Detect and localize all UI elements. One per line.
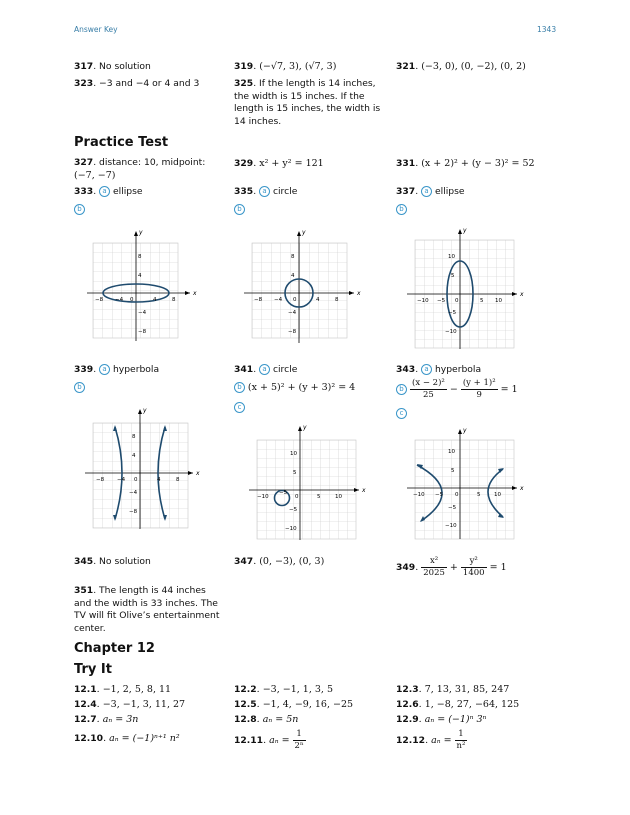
tick-label: 5 xyxy=(317,494,321,500)
tick-label: −5 xyxy=(437,298,446,304)
answer-343: 343. a hyperbola xyxy=(396,364,482,375)
tick-label: −10 xyxy=(413,492,425,498)
axis-label-x: x xyxy=(520,291,524,298)
tick-label: 4 xyxy=(153,297,157,303)
tick-label: 5 xyxy=(451,468,455,474)
tick-label: 0 xyxy=(295,494,299,500)
axis-label-y: y xyxy=(139,229,143,236)
answer-333-part-b xyxy=(74,204,85,217)
axis-label-y: y xyxy=(302,229,306,236)
answer-343-part-b: b $\frac{\text{(x − 2)²}}{25}$ − $\frac{\text{(y + 1)²}}{9}$ = 1 xyxy=(396,378,518,401)
answer-341-part-b: b (x + 5)² + (y + 3)² = 4 xyxy=(234,382,355,395)
answer-317: 317. No solution xyxy=(74,61,151,72)
tick-label: 10 xyxy=(448,254,455,260)
graph-343-hyperbola xyxy=(403,425,523,540)
graph-337-ellipse xyxy=(403,225,523,350)
tick-label: −5 xyxy=(279,490,288,496)
tick-label: 8 xyxy=(176,477,180,483)
answer-319: 319. (−√7, 3), (√7, 3) xyxy=(234,61,337,72)
answer-12-4: 12.4. −3, −1, 3, 11, 27 xyxy=(74,699,186,710)
part-a-marker: a xyxy=(421,364,432,375)
tick-label: 4 xyxy=(138,273,142,279)
answer-12-3: 12.3. 7, 13, 31, 85, 247 xyxy=(396,684,510,695)
tick-label: 10 xyxy=(448,449,455,455)
running-header: Answer Key xyxy=(74,25,118,34)
answer-12-7: 12.7. aₙ = 3n xyxy=(74,714,139,725)
tick-label: 0 xyxy=(130,297,134,303)
tick-label: 0 xyxy=(293,297,297,303)
graph-335-circle xyxy=(240,225,360,345)
answer-345: 345. No solution xyxy=(74,556,151,567)
tick-label: 5 xyxy=(293,470,297,476)
part-a-marker: a xyxy=(259,186,270,197)
answer-335-part-b xyxy=(234,204,245,217)
answer-12-9: 12.9. aₙ = (−1)ⁿ 3ⁿ xyxy=(396,714,487,725)
tick-label: −8 xyxy=(138,329,147,335)
answer-323: 323. −3 and −4 or 4 and 3 xyxy=(74,78,200,89)
tick-label: −4 xyxy=(274,297,283,303)
tick-label: 10 xyxy=(290,451,297,457)
tick-label: 0 xyxy=(134,477,138,483)
practice-test-heading: Practice Test xyxy=(74,135,169,150)
answer-339-part-b xyxy=(74,382,85,395)
part-b-marker: b xyxy=(74,382,85,393)
answer-12-11: 12.11. aₙ = $\frac{1}{\text{2ⁿ}}$ xyxy=(234,729,304,751)
axis-label-x: x xyxy=(520,485,524,492)
answer-327: 327. distance: 10, midpoint: (−7, −7) xyxy=(74,157,206,181)
answer-333: 333. a ellipse xyxy=(74,186,143,197)
tick-label: −8 xyxy=(288,329,297,335)
axis-label-x: x xyxy=(362,487,366,494)
tick-label: −10 xyxy=(445,329,457,335)
tick-label: −8 xyxy=(254,297,263,303)
axis-label-y: y xyxy=(143,407,147,414)
tick-label: 8 xyxy=(172,297,176,303)
answer-347: 347. (0, −3), (0, 3) xyxy=(234,556,325,567)
answer-331: 331. (x + 2)² + (y − 3)² = 52 xyxy=(396,158,535,169)
axis-label-x: x xyxy=(193,290,197,297)
tick-label: −4 xyxy=(115,297,124,303)
answer-351: 351. The length is 44 inches and the width is 33 inches. The TV will fit Olive’s entertainment center. xyxy=(74,585,220,634)
axis-label-y: y xyxy=(463,227,467,234)
answer-12-10: 12.10. aₙ = (−1)ⁿ⁺¹ n² xyxy=(74,733,180,744)
answer-343-part-c xyxy=(396,408,407,421)
tick-label: −8 xyxy=(129,509,138,515)
tick-label: 10 xyxy=(495,298,502,304)
tick-label: −4 xyxy=(117,477,126,483)
axis-label-y: y xyxy=(303,424,307,431)
try-it-heading: Try It xyxy=(74,662,112,677)
graph-333-ellipse xyxy=(85,225,195,345)
tick-label: −8 xyxy=(95,297,104,303)
tick-label: 8 xyxy=(132,434,136,440)
answer-12-12: 12.12. aₙ = $\frac{1}{\text{n²}}$ xyxy=(396,729,466,751)
answer-341-part-c xyxy=(234,402,245,415)
answer-12-6: 12.6. 1, −8, 27, −64, 125 xyxy=(396,699,520,710)
tick-label: 10 xyxy=(494,492,501,498)
answer-12-1: 12.1. −1, 2, 5, 8, 11 xyxy=(74,684,172,695)
answer-12-8: 12.8. aₙ = 5n xyxy=(234,714,299,725)
part-b-marker: b xyxy=(74,204,85,215)
answer-337: 337. a ellipse xyxy=(396,186,465,197)
tick-label: −5 xyxy=(448,505,457,511)
tick-label: 10 xyxy=(335,494,342,500)
answer-12-5: 12.5. −1, 4, −9, 16, −25 xyxy=(234,699,354,710)
part-c-marker: c xyxy=(234,402,245,413)
graph-339-hyperbola xyxy=(85,405,205,530)
part-b-marker: b xyxy=(396,204,407,215)
part-a-marker: a xyxy=(259,364,270,375)
tick-label: 4 xyxy=(157,477,161,483)
tick-label: −4 xyxy=(288,310,297,316)
part-b-marker: b xyxy=(234,204,245,215)
axis-label-x: x xyxy=(196,470,200,477)
tick-label: 8 xyxy=(291,254,295,260)
part-a-marker: a xyxy=(99,364,110,375)
chapter-heading: Chapter 12 xyxy=(74,641,155,656)
page-number: 1343 xyxy=(537,25,557,34)
part-b-marker: b xyxy=(396,384,407,395)
answer-341: 341. a circle xyxy=(234,364,298,375)
tick-label: −4 xyxy=(138,310,147,316)
axis-label-x: x xyxy=(357,290,361,297)
tick-label: 4 xyxy=(291,273,295,279)
part-c-marker: c xyxy=(396,408,407,419)
tick-label: 5 xyxy=(477,492,481,498)
answer-12-2: 12.2. −3, −1, 1, 3, 5 xyxy=(234,684,334,695)
part-b-marker: b xyxy=(234,382,245,393)
axis-label-y: y xyxy=(463,427,467,434)
tick-label: −10 xyxy=(257,494,269,500)
answer-349: 349. $\frac{\text{x²}}{2025}$ + $\frac{\text{y²}}{1400}$ = 1 xyxy=(396,556,507,578)
answer-335: 335. a circle xyxy=(234,186,298,197)
tick-label: −5 xyxy=(435,492,444,498)
tick-label: 8 xyxy=(335,297,339,303)
answer-337-part-b xyxy=(396,204,407,217)
tick-label: 8 xyxy=(138,254,142,260)
tick-label: −5 xyxy=(289,507,298,513)
tick-label: 0 xyxy=(455,298,459,304)
tick-label: 5 xyxy=(480,298,484,304)
tick-label: 0 xyxy=(455,492,459,498)
tick-label: −4 xyxy=(129,490,138,496)
graph-341-circle xyxy=(245,422,365,542)
tick-label: 5 xyxy=(451,273,455,279)
tick-label: 4 xyxy=(132,453,136,459)
answer-325: 325. If the length is 14 inches, the width is 15 inches. If the length is 15 inches, the width is 14 inches. xyxy=(234,78,381,127)
tick-label: −10 xyxy=(285,526,297,532)
answer-339: 339. a hyperbola xyxy=(74,364,160,375)
answer-329: 329. x² + y² = 121 xyxy=(234,158,324,169)
tick-label: −8 xyxy=(96,477,105,483)
part-a-marker: a xyxy=(99,186,110,197)
tick-label: −5 xyxy=(448,310,457,316)
tick-label: −10 xyxy=(445,523,457,529)
answer-321: 321. (−3, 0), (0, −2), (0, 2) xyxy=(396,61,526,72)
tick-label: 4 xyxy=(316,297,320,303)
tick-label: −10 xyxy=(417,298,429,304)
part-a-marker: a xyxy=(421,186,432,197)
